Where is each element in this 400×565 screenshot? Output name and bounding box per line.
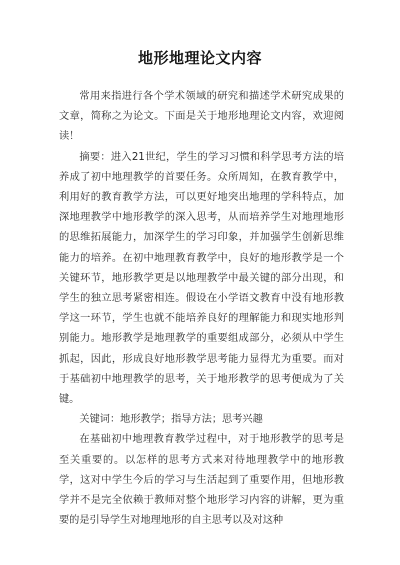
keywords-paragraph: 关键词：地形教学；指导方法；思考兴趣 (79, 414, 263, 426)
abstract-paragraph: 摘要：进入21世纪，学生的学习习惯和科学思考方法的培养成了初中地理教学的首要任务。众所周知，在教育教学中，利用好的教育教学方法，可以更好地突出地理的学科特点，加深地理教学中地形教学的深入思考，从而培养学生对地理地形的思维拓展能力，加深学生的学习印象，并加强学生创新思维能力的培养。在初中地理教育教学中，良好的地形教学是一个关键环节，地形教学更是以地理教学中最关键的部分出现，和学生的独立思考紧密相连。假设在小学语文教育中没有地形教学这一环节，学生也就不能培养良好的理解能力和现实地形判别能力。地形教学是地理教学的重要组成部分，必须从中学生抓起，因此，形成良好地形教学思考能力显得尤为重要。而对于基础初中地理教学的思考，关于地形教学的思考便成为了关键。 (59, 151, 344, 406)
document-body (59, 87, 344, 531)
body-paragraph: 在基础初中地理教育教学过程中，对于地形教学的思考是至关重要的。以怎样的思考方式来对待地理教学中的地形教学，这对中学生今后的学习与生活起到了重要作用，但地形教学并不是完全依赖于教师对整个地形学习内容的讲解，更为重要的是引导学生对地理地形的自主思考以及对这种 (59, 434, 344, 527)
page-title: 地形地理论文内容 (137, 49, 262, 67)
intro-paragraph: 常用来指进行各个学术领域的研究和描述学术研究成果的文章，简称之为论文。下面是关于地形地理论文内容，欢迎阅读！ (59, 91, 344, 143)
